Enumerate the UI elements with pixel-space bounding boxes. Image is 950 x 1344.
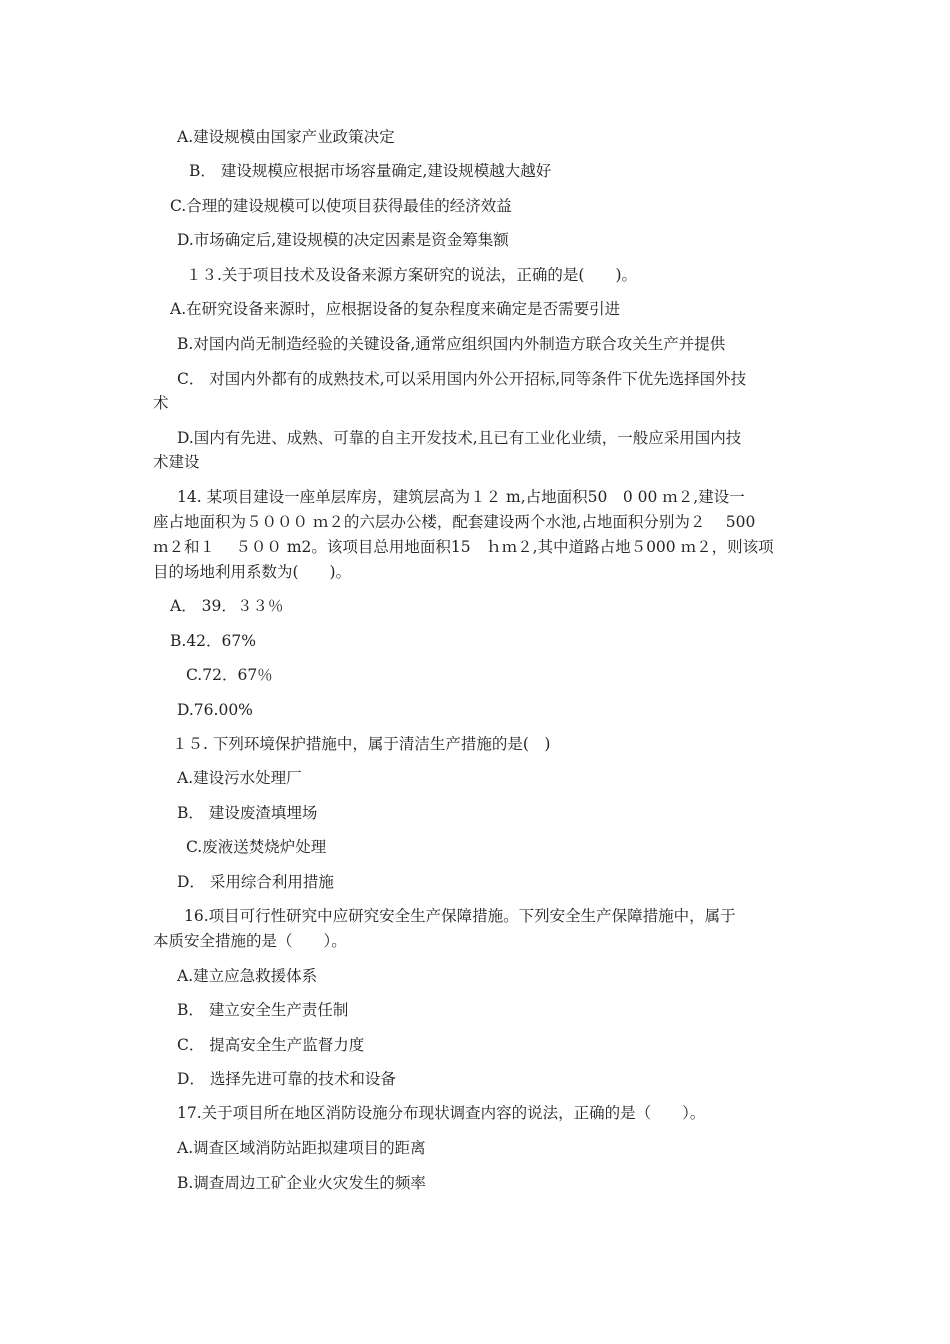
option-text: 术	[153, 394, 169, 412]
option-text: A． 39．３３％	[170, 597, 284, 615]
option-text: B． 建立安全生产责任制	[177, 1001, 349, 1019]
option-text: C． 提高安全生产监督力度	[177, 1036, 365, 1054]
question-17: 17.关于项目所在地区消防设施分布现状调查内容的说法，正确的是（ ）。	[177, 1104, 706, 1122]
option-text: D.市场确定后,建设规模的决定因素是资金筹集额	[177, 231, 509, 249]
question-14: 14. 某项目建设一座单层库房，建筑层高为１２ m,占地面积50 0 00 ｍ２,建设一	[177, 488, 745, 506]
option-text: A.建设污水处理厂	[177, 769, 302, 787]
question-14: 座占地面积为５０００ ｍ２的六层办公楼，配套建设两个水池,占地面积分别为２ 500	[153, 513, 756, 531]
question-15: １５. 下列环境保护措施中，属于清洁生产措施的是( )	[172, 735, 551, 753]
option-text: B.对国内尚无制造经验的关键设备,通常应组织国内外制造方联合攻关生产并提供	[177, 335, 726, 353]
option-text: B.调查周边工矿企业火灾发生的频率	[177, 1174, 426, 1192]
option-text: C.72．67％	[186, 666, 273, 684]
option-text: C.废液送焚烧炉处理	[186, 838, 327, 856]
question-16: 本质安全措施的是（ ）。	[153, 932, 347, 950]
option-text: B.42．67%	[170, 632, 256, 650]
question-14: 目的场地利用系数为( )。	[153, 563, 352, 581]
option-text: A.调查区域消防站距拟建项目的距离	[177, 1139, 426, 1157]
option-text: D.76.00%	[177, 701, 253, 719]
option-text: B． 建设废渣填埋场	[177, 804, 318, 822]
option-text: A.建设规模由国家产业政策决定	[177, 128, 395, 146]
option-text: D． 采用综合利用措施	[177, 873, 334, 891]
option-text: D.国内有先进、成熟、可靠的自主开发技术,且已有工业化业绩，一般应采用国内技	[177, 429, 742, 447]
question-14: ｍ２和１ ５００ m2。该项目总用地面积15 ｈｍ２,其中道路占地５000 ｍ２，则该项	[153, 538, 774, 556]
option-text: C． 对国内外都有的成熟技术,可以采用国内外公开招标,同等条件下优先选择国外技	[177, 370, 747, 388]
question-16: 16.项目可行性研究中应研究安全生产保障措施。下列安全生产保障措施中，属于	[184, 907, 736, 925]
option-text: C.合理的建设规模可以使项目获得最佳的经济效益	[170, 197, 512, 215]
option-text: D． 选择先进可靠的技术和设备	[177, 1070, 396, 1088]
option-text: B． 建设规模应根据市场容量确定,建设规模越大越好	[189, 162, 552, 180]
question-13: １３.关于项目技术及设备来源方案研究的说法，正确的是( )。	[186, 266, 638, 284]
option-text: A.建立应急救援体系	[177, 967, 318, 985]
option-text: A.在研究设备来源时，应根据设备的复杂程度来确定是否需要引进	[170, 300, 621, 318]
option-text: 术建设	[153, 453, 200, 471]
